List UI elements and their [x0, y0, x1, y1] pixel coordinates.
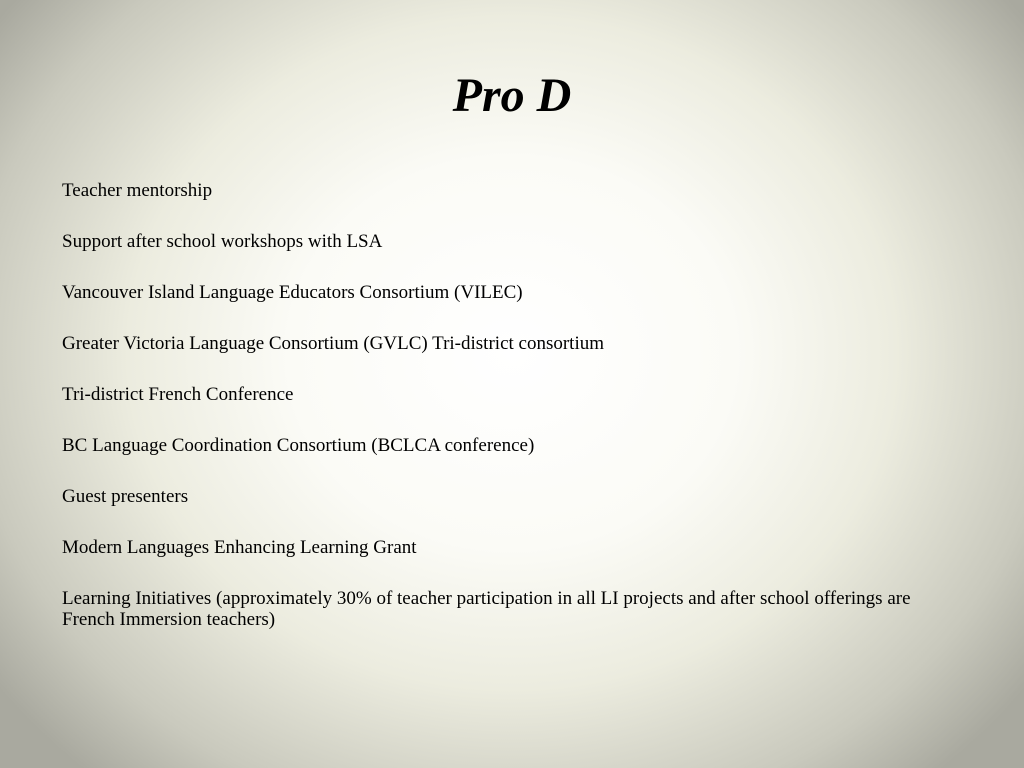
bullet-item: Guest presenters — [62, 486, 189, 507]
bullet-item: Vancouver Island Language Educators Consortium (VILEC) — [62, 282, 523, 303]
bullet-item: Greater Victoria Language Consortium (GVLC) Tri-district consortium — [62, 333, 605, 354]
bullet-item: BC Language Coordination Consortium (BCLCA conference) — [62, 435, 535, 456]
bullet-list — [62, 180, 942, 660]
slide-title: Pro D — [452, 69, 572, 122]
bullet-item: Support after school workshops with LSA — [62, 231, 383, 252]
bullet-item: Teacher mentorship — [62, 180, 213, 201]
bullet-item: Learning Initiatives (approximately 30% of teacher participation in all LI projects and after school offerings are French Immersion teachers) — [62, 588, 911, 630]
bullet-item: Modern Languages Enhancing Learning Grant — [62, 537, 417, 558]
bullet-item: Tri-district French Conference — [62, 384, 294, 405]
